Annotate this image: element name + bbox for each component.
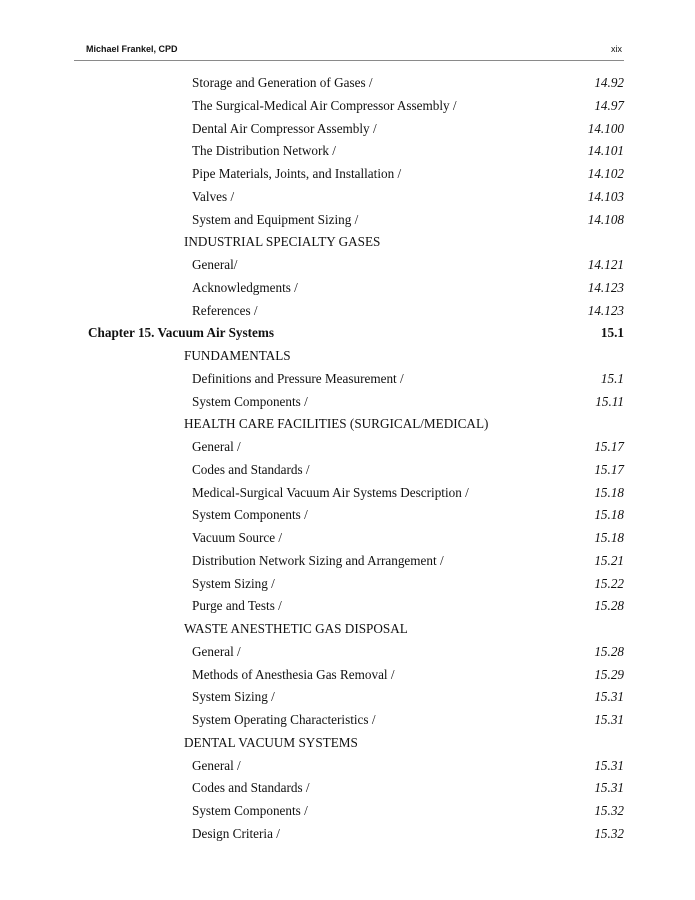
toc-section-row (0, 413, 695, 436)
toc-entry-title: Codes and Standards / (192, 780, 310, 796)
toc-entry-title: System Sizing / (192, 575, 275, 591)
toc-entry-title: Purge and Tests / (192, 598, 282, 614)
toc-entry-row (0, 72, 695, 95)
table-of-contents (0, 72, 695, 846)
toc-entry-row (0, 755, 695, 778)
running-head-author: Michael Frankel, CPD (86, 44, 178, 54)
toc-entry-row (0, 573, 695, 596)
toc-entry-title: System Operating Characteristics / (192, 712, 376, 727)
toc-page-number: 15.31 (594, 780, 624, 796)
toc-page-number: 15.28 (594, 598, 624, 614)
toc-page-number: 15.1 (600, 325, 624, 341)
toc-page-number: 14.123 (587, 279, 624, 295)
toc-entry-row (0, 163, 695, 186)
toc-entry-title: References / (192, 302, 258, 318)
toc-entry-title: General / (192, 643, 241, 659)
toc-entry-row (0, 209, 695, 232)
toc-section-row (0, 231, 695, 254)
toc-entry-title: System Components / (192, 393, 308, 409)
toc-page-number: 14.97 (594, 97, 624, 113)
toc-entry-title: Vacuum Source / (192, 530, 283, 545)
toc-entry-title: Design Criteria / (192, 825, 280, 841)
toc-entry-title: General / (192, 757, 241, 773)
toc-entry-row (0, 118, 695, 141)
toc-entry-title: Distribution Network Sizing and Arrangement / (192, 552, 444, 568)
toc-page-number: 14.101 (587, 143, 624, 159)
toc-entry-row (0, 186, 695, 209)
toc-entry-title: Medical-Surgical Vacuum Air Systems Description / (192, 484, 469, 500)
page-header (74, 40, 624, 61)
toc-entry-row (0, 664, 695, 687)
toc-section-title: DENTAL VACUUM SYSTEMS (184, 734, 358, 750)
toc-entry-row (0, 504, 695, 527)
toc-entry-title: System Components / (192, 507, 308, 523)
toc-page-number: 14.103 (587, 188, 624, 204)
toc-entry-row (0, 709, 695, 732)
toc-entry-title: Valves / (192, 188, 235, 204)
page-number: xix (611, 44, 622, 54)
toc-page-number: 15.32 (594, 803, 624, 818)
toc-page-number: 15.31 (594, 712, 624, 727)
toc-page-number: 15.29 (594, 666, 624, 682)
toc-entry-row (0, 595, 695, 618)
toc-chapter-title: Chapter 15. Vacuum Air Systems (88, 325, 274, 341)
toc-entry-row (0, 823, 695, 846)
toc-entry-title: Definitions and Pressure Measurement / (192, 370, 404, 386)
toc-entry-row (0, 777, 695, 800)
toc-chapter-row (0, 322, 695, 345)
toc-entry-title: The Surgical-Medical Air Compressor Assembly / (192, 97, 457, 113)
toc-page-number: 15.31 (594, 757, 624, 773)
toc-page-number: 15.1 (600, 370, 624, 386)
toc-entry-title: General / (192, 439, 241, 454)
toc-entry-title: System and Equipment Sizing / (192, 211, 359, 227)
toc-page-number: 15.22 (594, 575, 624, 591)
toc-entry-title: Methods of Anesthesia Gas Removal / (192, 666, 395, 682)
toc-page-number: 14.121 (587, 257, 624, 272)
toc-entry-title: The Distribution Network / (192, 143, 336, 159)
toc-section-row (0, 618, 695, 641)
toc-entry-title: Pipe Materials, Joints, and Installation / (192, 166, 402, 181)
toc-section-title: FUNDAMENTALS (184, 348, 291, 363)
toc-entry-row (0, 300, 695, 323)
toc-entry-row (0, 527, 695, 550)
toc-section-row (0, 732, 695, 755)
toc-page-number: 15.18 (594, 484, 624, 500)
toc-page-number: 15.17 (594, 439, 624, 454)
toc-section-title: HEALTH CARE FACILITIES (SURGICAL/MEDICAL) (184, 416, 489, 432)
toc-entry-row (0, 641, 695, 664)
toc-entry-title: System Sizing / (192, 689, 275, 705)
toc-entry-row (0, 368, 695, 391)
toc-page-number: 15.31 (594, 689, 624, 705)
toc-entry-title: System Components / (192, 803, 308, 818)
toc-entry-row (0, 436, 695, 459)
toc-entry-row (0, 459, 695, 482)
toc-entry-title: Dental Air Compressor Assembly / (192, 120, 377, 136)
toc-section-row (0, 345, 695, 368)
toc-page-number: 15.18 (594, 507, 624, 523)
toc-entry-row (0, 482, 695, 505)
toc-entry-title: Acknowledgments / (192, 279, 298, 295)
toc-page-number: 15.18 (594, 530, 624, 545)
toc-entry-row (0, 800, 695, 823)
toc-entry-row (0, 254, 695, 277)
toc-section-title: INDUSTRIAL SPECIALTY GASES (184, 234, 381, 250)
toc-entry-row (0, 550, 695, 573)
toc-page-number: 14.102 (587, 166, 624, 181)
toc-entry-title: Codes and Standards / (192, 461, 310, 477)
toc-entry-row (0, 95, 695, 118)
toc-entry-row (0, 686, 695, 709)
toc-page-number: 14.108 (587, 211, 624, 227)
toc-page-number: 14.123 (587, 302, 624, 318)
toc-page-number: 14.100 (587, 120, 624, 136)
toc-page-number: 15.32 (594, 825, 624, 841)
toc-entry-title: General/ (192, 257, 238, 272)
toc-page-number: 15.28 (594, 643, 624, 659)
toc-entry-row (0, 277, 695, 300)
toc-page-number: 15.11 (595, 393, 624, 409)
toc-page-number: 14.92 (594, 75, 624, 90)
toc-entry-title: Storage and Generation of Gases / (192, 75, 373, 90)
toc-entry-row (0, 391, 695, 414)
toc-page-number: 15.21 (594, 552, 624, 568)
toc-entry-row (0, 140, 695, 163)
toc-section-title: WASTE ANESTHETIC GAS DISPOSAL (184, 621, 408, 636)
toc-page-number: 15.17 (594, 461, 624, 477)
